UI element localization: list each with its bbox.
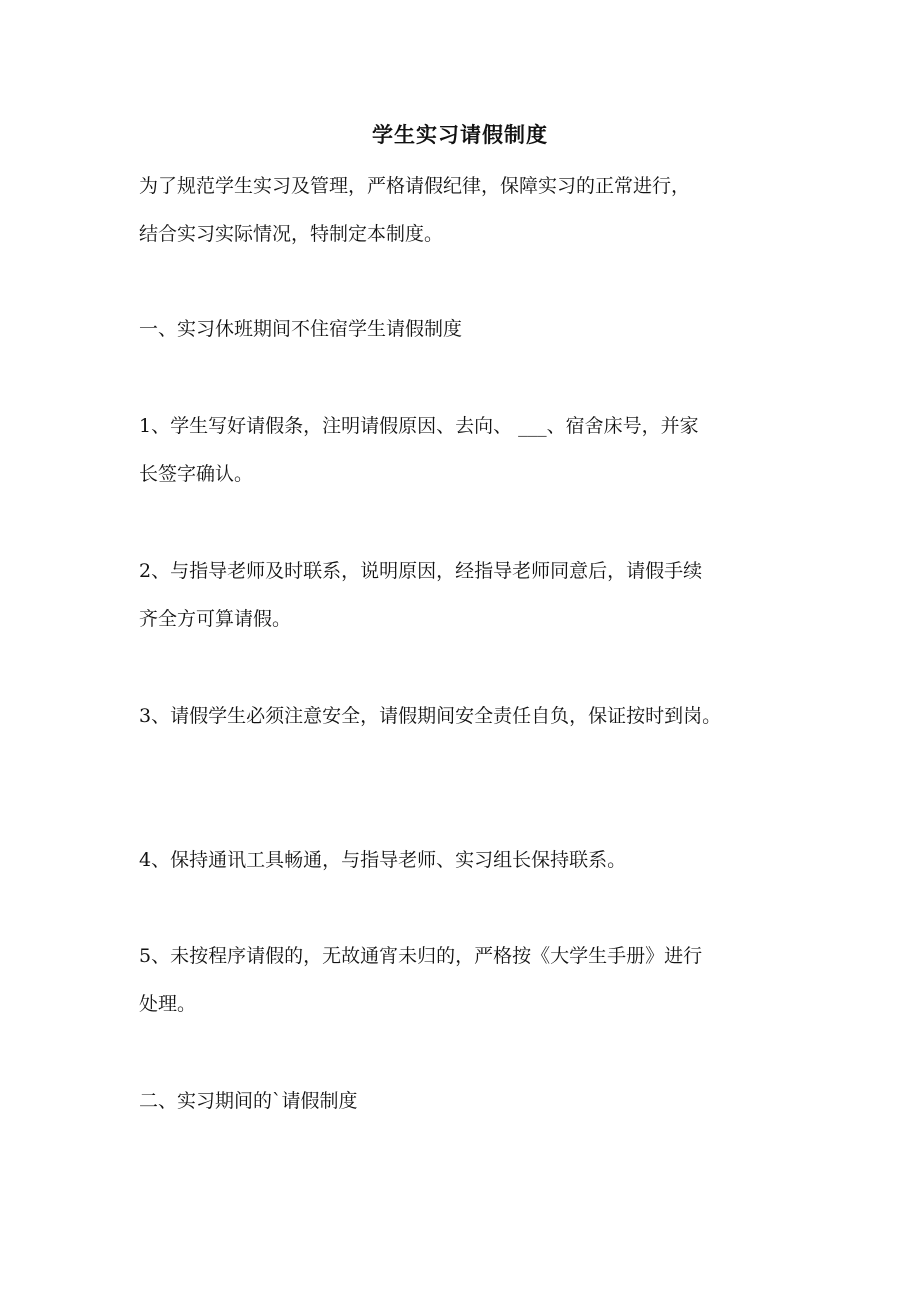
item-2-line-2: 齐全方可算请假。 [139,608,292,630]
item-3-line-1: 3、请假学生必须注意安全，请假期间安全责任自负，保证按时到岗。 [139,705,722,727]
item-2-line-1: 2、与指导老师及时联系，说明原因，经指导老师同意后，请假手续 [139,560,703,582]
intro-line-1: 为了规范学生实习及管理，严格请假纪律，保障实习的正常进行， [139,175,691,197]
intro-line-2: 结合实习实际情况，特制定本制度。 [139,223,444,245]
item-5-line-2: 处理。 [139,993,197,1015]
document-title: 学生实习请假制度 [372,122,548,147]
item-4-line-1: 4、保持通讯工具畅通，与指导老师、实习组长保持联系。 [139,849,627,871]
item-1-line-2: 长签字确认。 [139,463,254,485]
item-5-line-1: 5、未按程序请假的，无故通宵未归的，严格按《大学生手册》进行 [139,945,703,967]
item-1-line-1: 1、学生写好请假条，注明请假原因、去向、 ___、宿舍床号，并家 [139,415,699,437]
section-2-heading: 二、实习期间的`请假制度 [139,1090,358,1112]
section-1-heading: 一、实习休班期间不住宿学生请假制度 [139,318,463,340]
